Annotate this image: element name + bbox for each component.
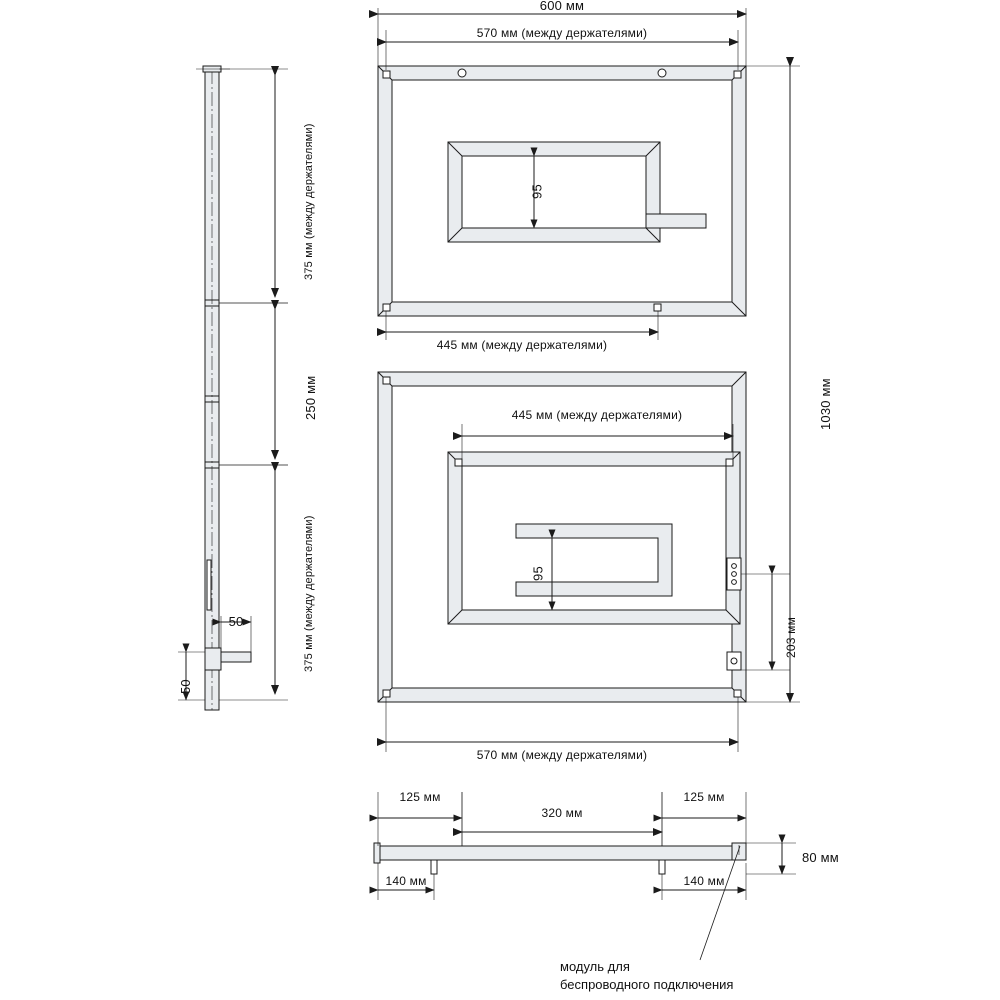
label-overall-width: 600 мм bbox=[539, 0, 585, 13]
label-lower-tail: 95 bbox=[530, 566, 546, 581]
side-view-tube bbox=[203, 66, 251, 710]
label-bottom-holder-width: 570 мм (между держателями) bbox=[476, 748, 648, 762]
label-top-right-outer: 140 мм bbox=[683, 874, 725, 888]
label-module-height: 203 мм bbox=[784, 616, 798, 658]
dim-80 bbox=[746, 843, 796, 874]
label-side-middle-gap: 250 мм bbox=[303, 375, 318, 420]
label-overall-height: 1030 мм bbox=[818, 378, 833, 430]
label-top-left-outer: 140 мм bbox=[385, 874, 427, 888]
label-upper-inner-width: 445 мм (между держателями) bbox=[436, 338, 608, 352]
label-top-holder-width: 570 мм (между держателями) bbox=[476, 26, 648, 40]
label-top-height: 80 мм bbox=[802, 850, 839, 865]
dim-side-375-upper bbox=[219, 69, 288, 303]
dim-1030 bbox=[746, 66, 800, 702]
label-top-left-offset: 125 мм bbox=[399, 790, 441, 804]
label-side-foot: 50 bbox=[178, 679, 193, 694]
callout-line-1: модуль для bbox=[560, 959, 630, 974]
label-top-center-span: 320 мм bbox=[541, 806, 583, 820]
label-side-depth: 50 bbox=[228, 614, 244, 629]
dim-570-bottom bbox=[386, 697, 738, 752]
dim-203 bbox=[741, 574, 790, 670]
front-view-upper-spiral bbox=[378, 66, 746, 316]
top-view bbox=[374, 843, 746, 874]
callout-line-2: беспроводного подключения bbox=[560, 977, 734, 992]
dim-side-250 bbox=[219, 303, 288, 465]
callout-leader bbox=[700, 845, 740, 960]
label-side-lower-holders: 375 мм (между держателями) bbox=[303, 515, 315, 672]
dim-side-375-lower bbox=[219, 465, 288, 700]
label-upper-tail: 95 bbox=[529, 184, 545, 199]
label-top-right-offset: 125 мм bbox=[683, 790, 725, 804]
label-lower-inner-width: 445 мм (между держателями) bbox=[511, 408, 683, 422]
label-side-upper-holders: 375 мм (между держателями) bbox=[303, 123, 315, 280]
